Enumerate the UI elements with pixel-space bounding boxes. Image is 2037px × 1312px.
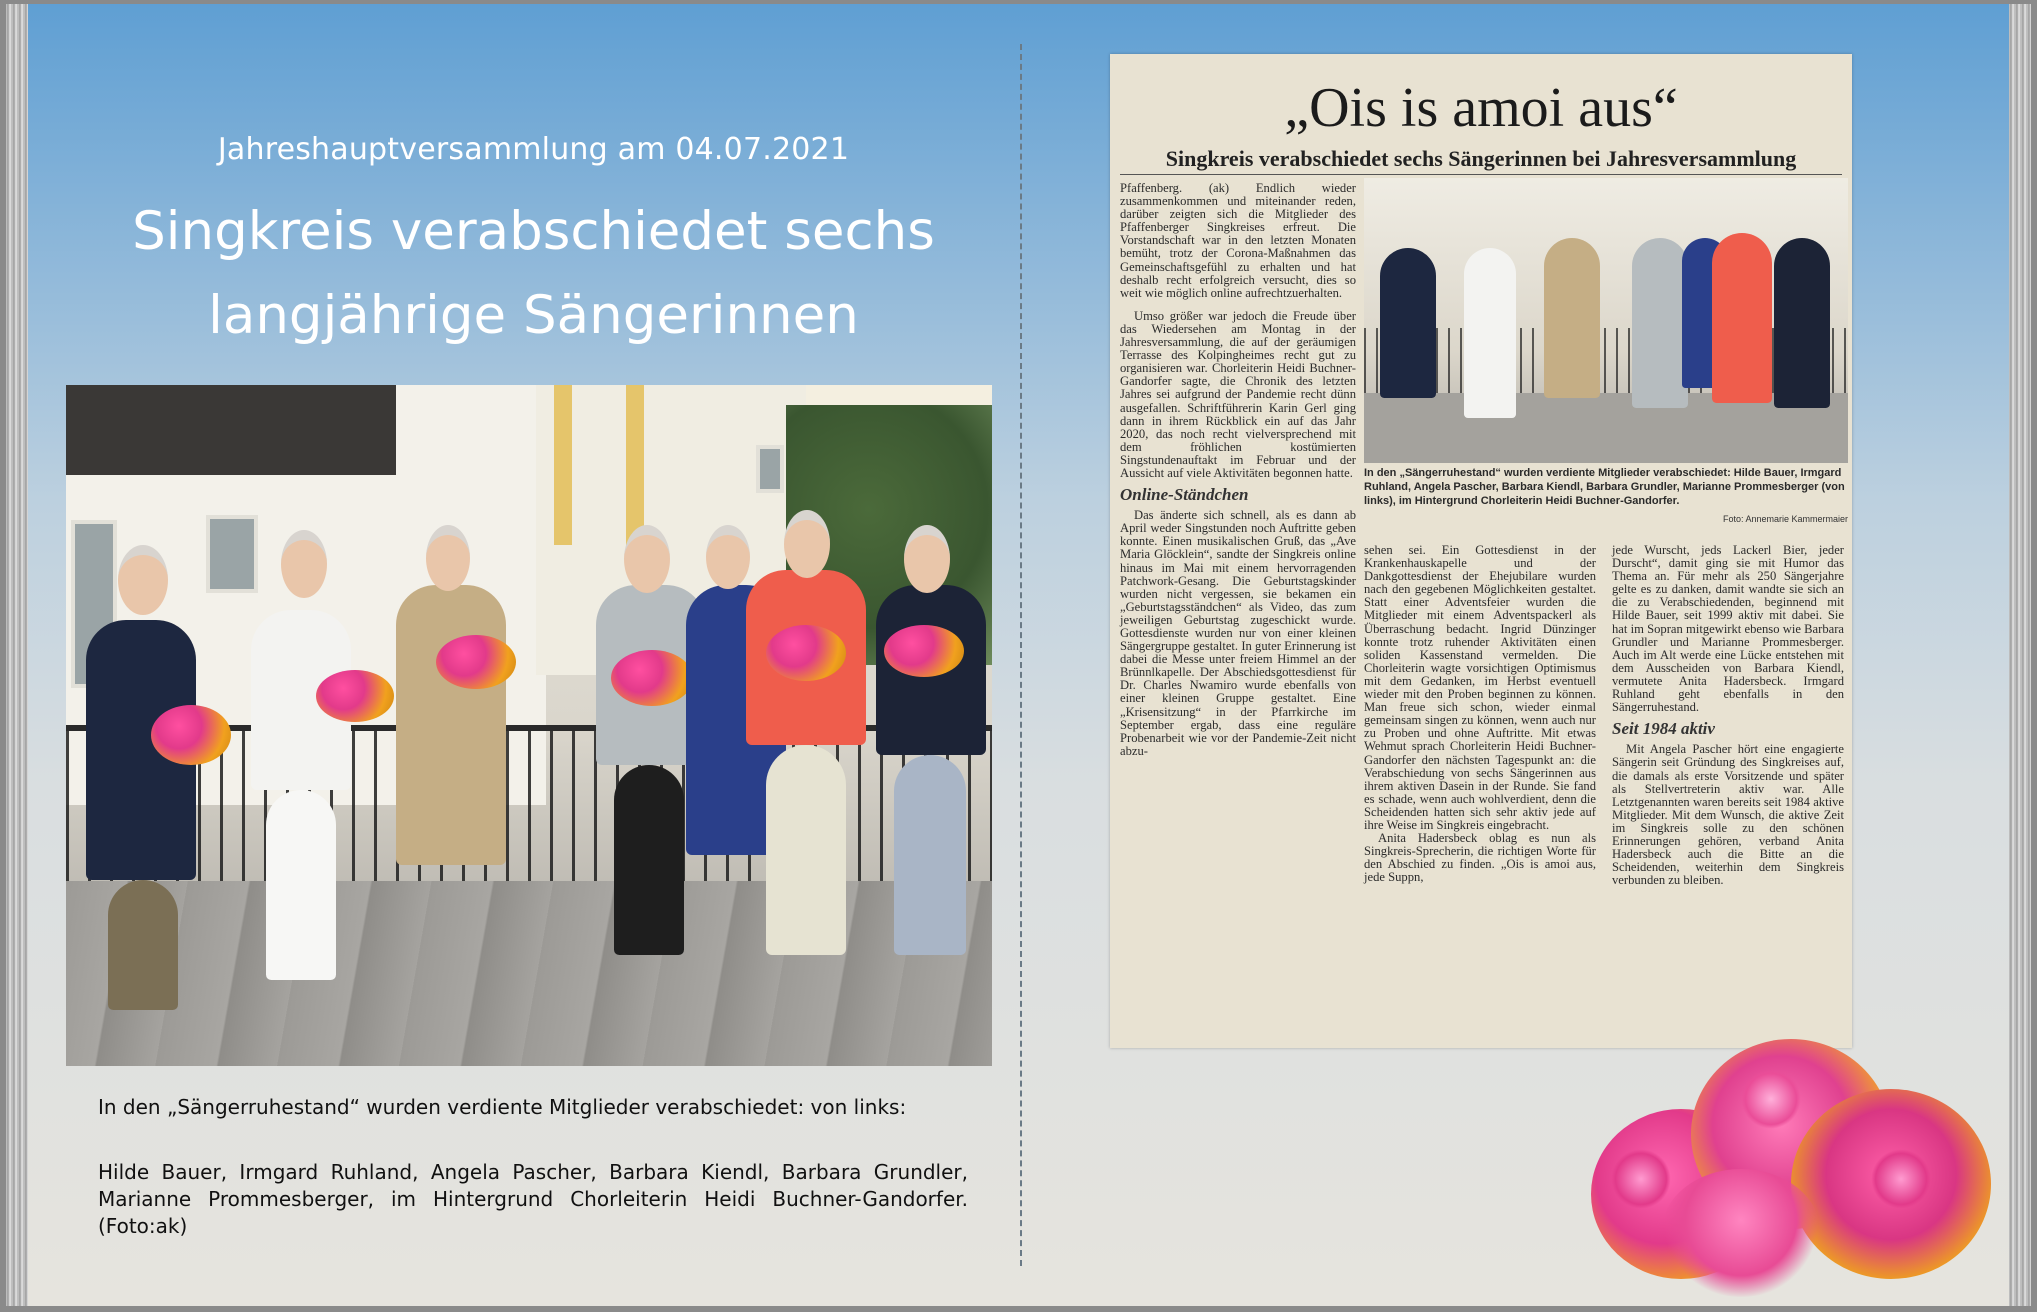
flower: [1871, 1149, 1931, 1209]
person-6-legs: [766, 745, 846, 955]
bouquet: [766, 625, 846, 681]
bouquet: [316, 670, 394, 722]
clip-person: [1544, 238, 1600, 398]
clip-person: [1380, 248, 1436, 398]
person-2-legs: [266, 790, 336, 980]
clipping-title: „Ois is amoi aus“: [1284, 77, 1678, 139]
newspaper-clipping: [1110, 54, 1852, 1048]
bouquet: [151, 705, 231, 765]
clipping-subheading: Seit 1984 aktiv: [1612, 719, 1715, 739]
clipping-photo: [1364, 178, 1848, 463]
photo-pillar: [554, 385, 572, 545]
person-2-head: [281, 530, 327, 598]
person-7-legs: [894, 755, 966, 955]
clipping-column-1: [1120, 182, 1356, 1044]
person-1-legs: [108, 880, 178, 1010]
clip-person: [1464, 248, 1516, 418]
clipping-paragraph: Das änderte sich schnell, als es dann ab April weder Singstunden noch Auftritte geben konnte. Einen musikalischen Gruß, das „Ave Maria Glöcklein“, sandte der Singkreis online hinaus im Mai mit einem hervorragenden Patchwork-Gesang. Die Geburtstagskinder wurden nicht vergessen, sie bekamen ein „Geburtstagsständchen“ als Video, das zum jeweiligen Geburtstag zugeschickt wurde. Gottesdienste wurden nur von einer kleinen Sängergruppe gestaltet. In guter Erinnerung ist dabei die Messe unter freiem Himmel an der Brünnlkapelle. Der Abschiedsgottesdienst für Dr. Charles Nwamiro wurde ebenfalls von einer kleinen Gruppe gestaltet. Eine „Krisensitzung“ in der Pfarrkirche im September ergab, dass eine reguläre Probenarbeit wie vor der Pandemie-Zeit nicht abzu-: [1120, 508, 1356, 758]
clipping-paragraph: Mit Angela Pascher hört eine engagierte Sängerin seit Gründung des Singkreises auf, die damals als erste Vorsitzende und später als Stellvertreterin aktiv war. Alle Letztgenannten waren bereits seit 1984 aktive Mitglieder. Mit dem Wunsch, die aktive Zeit im Singkreis solle zu den schönen Erinnerungen gehören, verband Anita Hadersbeck auch die Bitte an die Scheidenden, weiterhin dem Singkreis verbunden zu bleiben.: [1612, 742, 1844, 888]
flower: [1741, 1069, 1801, 1129]
clip-person: [1774, 238, 1830, 408]
photo-caption-names: Hilde Bauer, Irmgard Ruhland, Angela Pascher, Barbara Kiendl, Barbara Grundler, Marianne Prommesberger, im Hintergrund Chorleiterin Heidi Buchner-Gandorfer. (Foto:ak): [98, 1160, 968, 1238]
clipping-column-3: [1612, 544, 1844, 1044]
person-7-head: [904, 525, 950, 593]
photo-terrace-floor: [66, 881, 992, 1066]
flower-cluster: [1661, 1169, 1821, 1297]
person-4-legs: [614, 765, 684, 955]
photo-caption-intro: In den „Sängerruhestand“ wurden verdiente Mitglieder verabschiedet: von links:: [98, 1095, 907, 1119]
clipping-column-2: [1364, 544, 1596, 1044]
bouquet: [611, 650, 693, 706]
clipping-photo-caption: In den „Sängerruhestand“ wurden verdiente Mitglieder verabschiedet: Hilde Bauer, Irmgard Ruhland, Angela Pascher, Barbara Kiendl, Barbara Grundler, Marianne Prommesberger (von links), im Hintergrund Chorleiterin Heidi Buchner-Gandorfer.: [1364, 467, 1845, 507]
clip-person: [1632, 238, 1688, 408]
clipping-paragraph: Umso größer war jedoch die Freude über das Wiedersehen am Montag in der Jahresversammlung, die auf der geräumigen Terrasse des Kolpingheimes recht gut zu organisieren war. Chorleiterin Heidi Buchner-Gandorfer sagte, die Chronik des letzten Jahres sei aufgrund der Pandemie recht dünn ausgefallen. Schriftführerin Karin Gerl ging dann in ihrem Rückblick ein auf das Jahr 2020, das noch recht vielversprechend mit dem fröhlichen kostümierten Singstundenauftakt im Februar und der Aussicht auf viele Aktivitäten begonnen hatte.: [1120, 308, 1356, 480]
person-6-head: [784, 510, 830, 578]
decorative-bouquet: [1571, 1029, 2001, 1297]
clipping-subheading: Online-Ständchen: [1120, 485, 1249, 505]
clipping-paragraph: jede Wurscht, jeds Lackerl Bier, jeder Durscht“, damit ging sie mit Humor das Thema an. Für mehr als 250 Sängerjahre gelte es zu danken, damit wandte sie sich an die zu Verabschiedenden, beginnend mit Hilde Bauer, seit 1999 aktiv mit dabei. Sie hat im Sopran mitgewirkt ebenso wie Barbara Grundler und Marianne Prommesberger. Auch im Alt werde eine Lücke entstehen mit dem Ausscheiden von Barbara Kiendl, vermutete Anita Hadersbeck. Irmgard Ruhland geht ebenfalls in den Sängerruhestand.: [1612, 543, 1844, 715]
headline-line-1: Singkreis verabschiedet sechs: [132, 201, 935, 262]
page-fold-line: [1020, 44, 1022, 1266]
right-page-edge: [2009, 4, 2031, 1306]
headline-line-2: langjährige Sängerinnen: [208, 285, 859, 346]
group-photo: [66, 385, 992, 1066]
person-4-head: [624, 525, 670, 593]
clipping-rule: [1120, 174, 1842, 175]
event-kicker: Jahreshauptversammlung am 04.07.2021: [217, 132, 850, 167]
photo-roof: [66, 385, 396, 475]
clipping-paragraph: Pfaffenberg. (ak) Endlich wieder zusammenkommen und miteinander reden, darüber zeigten sich die Mitglieder des Pfaffenberger Singkreises erfreut. Die Vorstandschaft war in den letzten Monaten bemüht, trotz der Corona-Maßnahmen das Gemeinschaftsgefühl zu erhalten und hat deshalb recht erfolgreich versucht, dies so weit wie möglich online aufrechtzuerhalten.: [1120, 181, 1356, 300]
clipping-subtitle: Singkreis verabschiedet sechs Sängerinnen bei Jahresversammlung: [1165, 146, 1797, 171]
clipping-photo-credit: Foto: Annemarie Kammermaier: [1722, 514, 1848, 524]
person-3: [396, 585, 506, 865]
clipping-paragraph: Anita Hadersbeck oblag es nun als Singkreis-Sprecherin, die richtigen Worte für den Abschied zu finden. „Ois is amoi aus, jede Suppn,: [1364, 831, 1596, 885]
page-headline: [96, 190, 971, 358]
photo-window: [756, 445, 784, 493]
person-1-head: [118, 545, 168, 615]
person-3-head: [426, 525, 470, 591]
photo-window: [206, 515, 258, 593]
person-5-head: [706, 525, 750, 589]
bouquet: [436, 635, 516, 689]
bouquet: [884, 625, 964, 677]
flower: [1611, 1149, 1671, 1209]
page-spread: [6, 4, 2031, 1306]
photo-pillar: [626, 385, 644, 545]
clip-person: [1712, 233, 1772, 403]
left-page-edge: [6, 4, 28, 1306]
clipping-paragraph: sehen sei. Ein Gottesdienst in der Krankenhauskapelle und der Dankgottesdienst der Ehejubilare wurden nach den gegebenen Möglichkeiten gestaltet. Statt einer Adventsfeier wurden die Mitglieder mit einem Adventspackerl als Überraschung bedacht. Ingrid Dünzinger konnte trotz ruhender Aktivitäten einen soliden Kassenstand vermelden. Die Chorleiterin wagte vorsichtigen Optimismus mit dem Gedanken, im Herbst eventuell wieder mit den Proben beginnen zu können. Man freue sich schon, wieder einmal gemeinsam singen zu können, wenn auch nur zu Proben und ohne Auftritte. Mit etwas Wehmut sprach Chorleiterin Heidi Buchner-Gandorfer den nächsten Tagespunkt an: die Verabschiedung von sechs Sängerinnen aus ihrem aktiven Dasein in der Runde. Sie fand es schade, wenn auch wohlverdient, denn die Scheidenden hatten sich sehr aktiv jede auf ihre Weise im Singkreis eingebracht.: [1364, 543, 1596, 832]
